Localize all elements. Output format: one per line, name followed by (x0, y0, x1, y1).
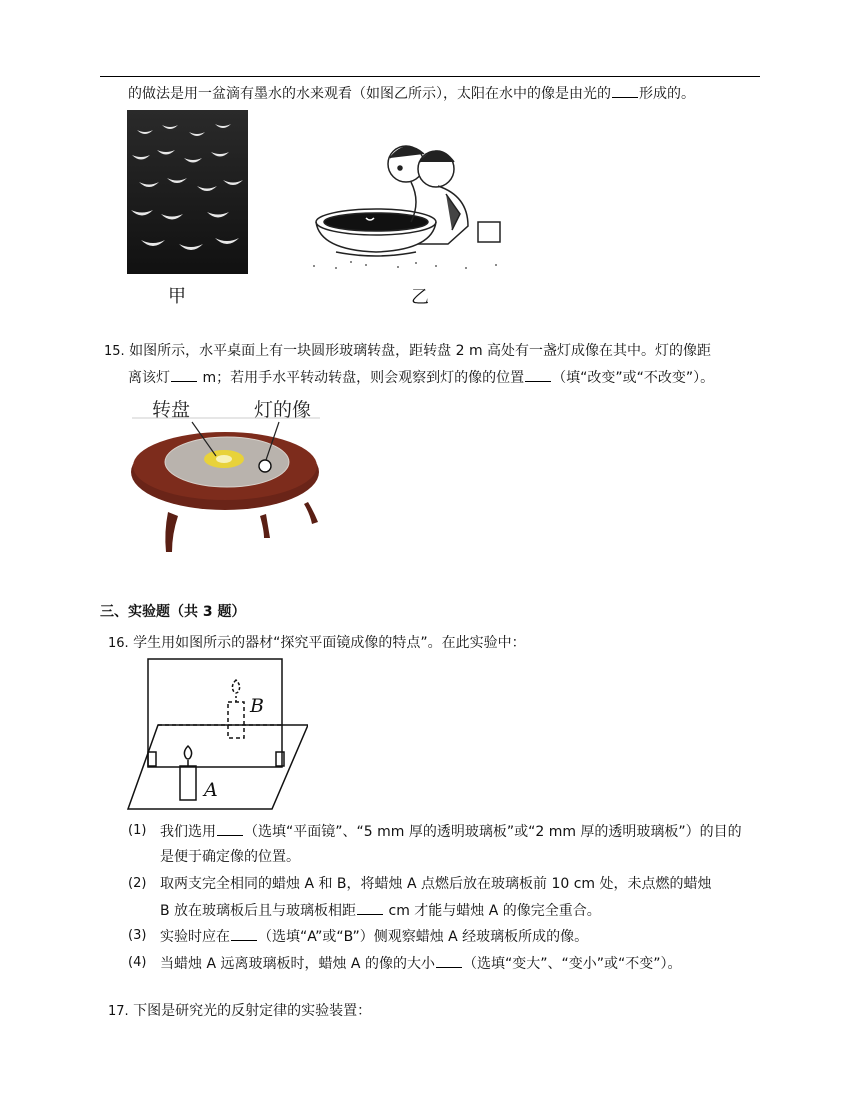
sub-question-number: (4) (128, 955, 147, 970)
q15-line2: 离该灯 m；若用手水平转动转盘，则会观察到灯的像的位置 （填“改变”或“不改变”）。 (128, 366, 714, 389)
q16-item1-line2: 是便于确定像的位置。 (160, 849, 300, 865)
section-heading: 三、实验题（共 3 题） (100, 604, 246, 620)
q16-item3: 实验时应在 （选填“A”或“B”）侧观察蜡烛 A 经玻璃板所成的像。 (160, 925, 588, 948)
label-candle-a: A (204, 779, 218, 801)
sub-question-number: (1) (128, 823, 147, 838)
answer-blank[interactable] (171, 366, 197, 382)
question-number: 17. (108, 1004, 129, 1019)
q16-stem: 16. 学生用如图所示的器材“探究平面镜成像的特点”。在此实验中： (108, 635, 526, 651)
answer-blank[interactable] (217, 820, 243, 836)
label-candle-b: B (250, 695, 264, 717)
q15-line1: 15. 如图所示，水平桌面上有一块圆形玻璃转盘，距转盘 2 m 高处有一盏灯成像在其中。灯的像距 (104, 343, 712, 359)
answer-blank[interactable] (357, 899, 383, 915)
label-turntable: 转盘 (152, 399, 191, 421)
header-rule (100, 76, 760, 77)
sub-question-number: (3) (128, 928, 147, 943)
answer-blank[interactable] (436, 952, 462, 968)
q16-item2-line2: B 放在玻璃板后且与玻璃板相距 cm 才能与蜡烛 A 的像完全重合。 (160, 899, 601, 922)
label-lamp-image: 灯的像 (254, 399, 312, 421)
q15-table-figure (128, 392, 324, 560)
answer-blank[interactable] (525, 366, 551, 382)
q16-mirror-figure (126, 656, 308, 812)
question-number: 16. (108, 636, 129, 651)
q16-item4: 当蜡烛 A 远离玻璃板时，蜡烛 A 的像的大小 （选填“变大”、“变小”或“不变”）。 (160, 952, 682, 975)
answer-blank[interactable] (612, 82, 638, 98)
figure-yi-drawing (306, 134, 518, 274)
sub-question-number: (2) (128, 876, 147, 891)
q16-item1-line1: 我们选用 （选填“平面镜”、“5 mm 厚的透明玻璃板”或“2 mm 厚的透明玻璃板”）的目的 (160, 820, 742, 843)
figure-caption-jia: 甲 (168, 286, 186, 307)
figure-caption-yi: 乙 (411, 287, 429, 308)
question-number: 15. (104, 344, 125, 359)
answer-blank[interactable] (231, 925, 257, 941)
q14-continuation: 的做法是用一盆滴有墨水的水来观看（如图乙所示），太阳在水中的像是由光的 形成的。 (128, 82, 695, 105)
q16-item2-line1: 取两支完全相同的蜡烛 A 和 B，将蜡烛 A 点燃后放在玻璃板前 10 cm 处，未点燃的蜡烛 (160, 876, 712, 892)
figure-jia-photo (127, 110, 248, 274)
q17-stem: 17. 下图是研究光的反射定律的实验装置： (108, 1003, 372, 1019)
